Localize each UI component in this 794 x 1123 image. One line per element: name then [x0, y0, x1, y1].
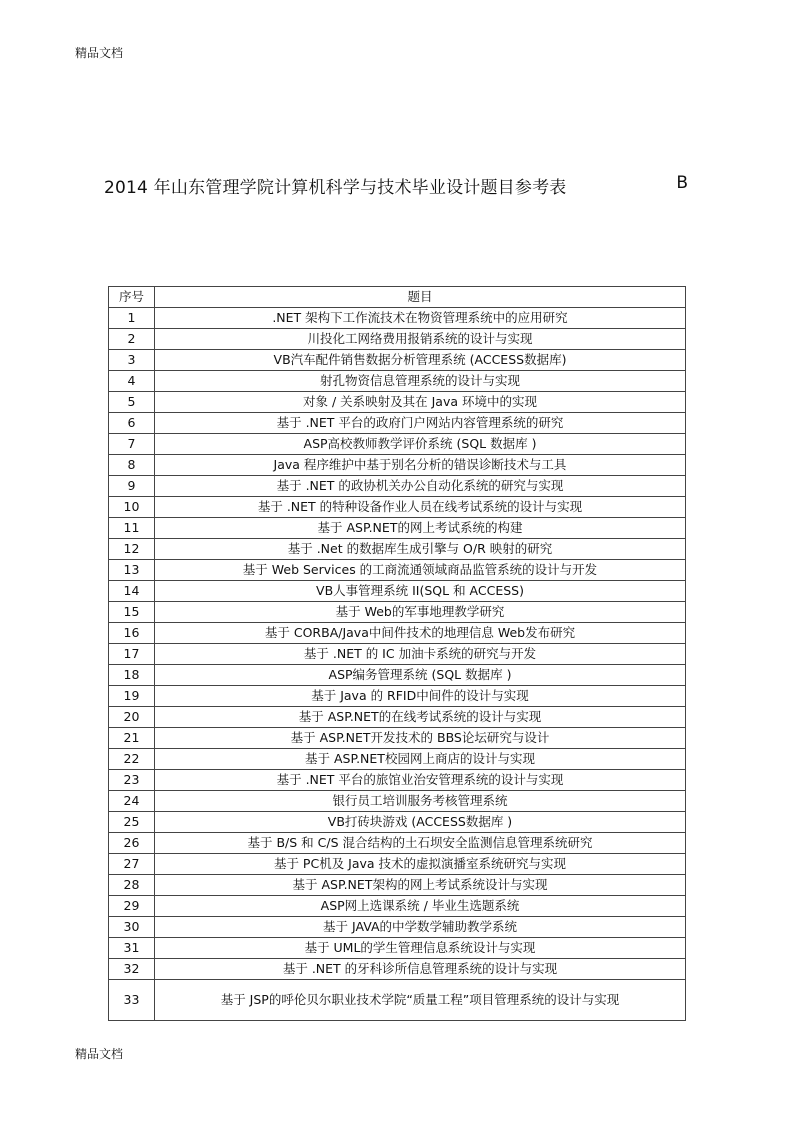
row-topic: 基于 .NET 平台的旅馆业治安管理系统的设计与实现 — [155, 770, 686, 791]
table-row — [109, 707, 686, 728]
table-row — [109, 938, 686, 959]
row-number: 25 — [109, 812, 155, 833]
row-number: 18 — [109, 665, 155, 686]
row-topic: VB打砖块游戏 (ACCESS数据库 ) — [155, 812, 686, 833]
table-row — [109, 791, 686, 812]
row-topic: 射孔物资信息管理系统的设计与实现 — [155, 371, 686, 392]
row-topic: 基于 .NET 的政协机关办公自动化系统的研究与实现 — [155, 476, 686, 497]
table-body — [109, 308, 686, 1021]
table-row — [109, 497, 686, 518]
row-topic: 基于 ASP.NET的网上考试系统的构建 — [155, 518, 686, 539]
row-number: 33 — [109, 980, 155, 1021]
title-suffix: B — [676, 173, 688, 193]
row-topic: .NET 架构下工作流技术在物资管理系统中的应用研究 — [155, 308, 686, 329]
table-row — [109, 602, 686, 623]
page-title: 2014 年山东管理学院计算机科学与技术毕业设计题目参考表 — [104, 178, 567, 198]
row-number: 29 — [109, 896, 155, 917]
row-topic: 基于 ASP.NET架构的网上考试系统设计与实现 — [155, 875, 686, 896]
row-topic: 基于 .NET 的牙科诊所信息管理系统的设计与实现 — [155, 959, 686, 980]
row-number: 27 — [109, 854, 155, 875]
table-row — [109, 665, 686, 686]
row-topic: VB人事管理系统 II(SQL 和 ACCESS) — [155, 581, 686, 602]
row-number: 5 — [109, 392, 155, 413]
row-number: 22 — [109, 749, 155, 770]
table-row — [109, 875, 686, 896]
table-row — [109, 371, 686, 392]
row-topic: 银行员工培训服务考核管理系统 — [155, 791, 686, 812]
row-number: 7 — [109, 434, 155, 455]
row-number: 16 — [109, 623, 155, 644]
table-row — [109, 350, 686, 371]
table-row — [109, 434, 686, 455]
footer-watermark: 精品文档 — [75, 1047, 124, 1061]
row-number: 32 — [109, 959, 155, 980]
row-topic: ASP高校教师教学评价系统 (SQL 数据库 ) — [155, 434, 686, 455]
row-topic: 基于 .NET 的 IC 加油卡系统的研究与开发 — [155, 644, 686, 665]
row-number: 3 — [109, 350, 155, 371]
table-row — [109, 581, 686, 602]
table-row — [109, 959, 686, 980]
table-row — [109, 308, 686, 329]
column-header-topic: 题目 — [155, 287, 686, 308]
row-topic: 基于 PC机及 Java 技术的虚拟演播室系统研究与实现 — [155, 854, 686, 875]
row-topic: ASP编务管理系统 (SQL 数据库 ) — [155, 665, 686, 686]
table-row — [109, 539, 686, 560]
table-row — [109, 728, 686, 749]
table-row — [109, 644, 686, 665]
row-number: 4 — [109, 371, 155, 392]
row-number: 12 — [109, 539, 155, 560]
header-watermark: 精品文档 — [75, 46, 124, 60]
table-row — [109, 392, 686, 413]
row-topic: 基于 .NET 平台的政府门户网站内容管理系统的研究 — [155, 413, 686, 434]
row-number: 31 — [109, 938, 155, 959]
row-topic: 基于 JAVA的中学数学辅助教学系统 — [155, 917, 686, 938]
row-number: 14 — [109, 581, 155, 602]
table-row — [109, 329, 686, 350]
row-number: 13 — [109, 560, 155, 581]
row-number: 28 — [109, 875, 155, 896]
title-row — [104, 173, 690, 198]
table-row — [109, 623, 686, 644]
row-number: 20 — [109, 707, 155, 728]
row-topic: 基于 .Net 的数据库生成引擎与 O/R 映射的研究 — [155, 539, 686, 560]
topics-table — [108, 286, 686, 1021]
row-topic: 基于 ASP.NET的在线考试系统的设计与实现 — [155, 707, 686, 728]
row-number: 1 — [109, 308, 155, 329]
row-number: 24 — [109, 791, 155, 812]
row-number: 2 — [109, 329, 155, 350]
table-row — [109, 413, 686, 434]
row-topic: 基于 B/S 和 C/S 混合结构的土石坝安全监测信息管理系统研究 — [155, 833, 686, 854]
table-row — [109, 455, 686, 476]
table-row — [109, 812, 686, 833]
row-topic: 基于 ASP.NET校园网上商店的设计与实现 — [155, 749, 686, 770]
table-row — [109, 560, 686, 581]
table-header-row — [109, 287, 686, 308]
row-topic: Java 程序维护中基于别名分析的错误诊断技术与工具 — [155, 455, 686, 476]
row-number: 26 — [109, 833, 155, 854]
row-topic: ASP网上选课系统 / 毕业生选题系统 — [155, 896, 686, 917]
row-number: 15 — [109, 602, 155, 623]
row-topic: 基于 JSP的呼伦贝尔职业技术学院“质量工程”项目管理系统的设计与实现 — [155, 980, 686, 1021]
table-row — [109, 749, 686, 770]
table-row — [109, 980, 686, 1021]
row-topic: 基于 UML的学生管理信息系统设计与实现 — [155, 938, 686, 959]
table-row — [109, 896, 686, 917]
table-row — [109, 917, 686, 938]
row-number: 11 — [109, 518, 155, 539]
row-topic: 基于 Web的军事地理教学研究 — [155, 602, 686, 623]
table-row — [109, 518, 686, 539]
row-topic: 川投化工网络费用报销系统的设计与实现 — [155, 329, 686, 350]
row-number: 19 — [109, 686, 155, 707]
column-header-number: 序号 — [109, 287, 155, 308]
row-number: 6 — [109, 413, 155, 434]
row-topic: VB汽车配件销售数据分析管理系统 (ACCESS数据库) — [155, 350, 686, 371]
table-row — [109, 770, 686, 791]
row-topic: 对象 / 关系映射及其在 Java 环境中的实现 — [155, 392, 686, 413]
row-number: 21 — [109, 728, 155, 749]
table-row — [109, 854, 686, 875]
row-topic: 基于 Java 的 RFID中间件的设计与实现 — [155, 686, 686, 707]
row-number: 30 — [109, 917, 155, 938]
row-number: 9 — [109, 476, 155, 497]
table-row — [109, 476, 686, 497]
row-topic: 基于 ASP.NET开发技术的 BBS论坛研究与设计 — [155, 728, 686, 749]
row-number: 8 — [109, 455, 155, 476]
row-topic: 基于 Web Services 的工商流通领域商品监管系统的设计与开发 — [155, 560, 686, 581]
row-number: 10 — [109, 497, 155, 518]
table-row — [109, 686, 686, 707]
row-number: 23 — [109, 770, 155, 791]
row-number: 17 — [109, 644, 155, 665]
row-topic: 基于 CORBA/Java中间件技术的地理信息 Web发布研究 — [155, 623, 686, 644]
table-row — [109, 833, 686, 854]
row-topic: 基于 .NET 的特种设备作业人员在线考试系统的设计与实现 — [155, 497, 686, 518]
